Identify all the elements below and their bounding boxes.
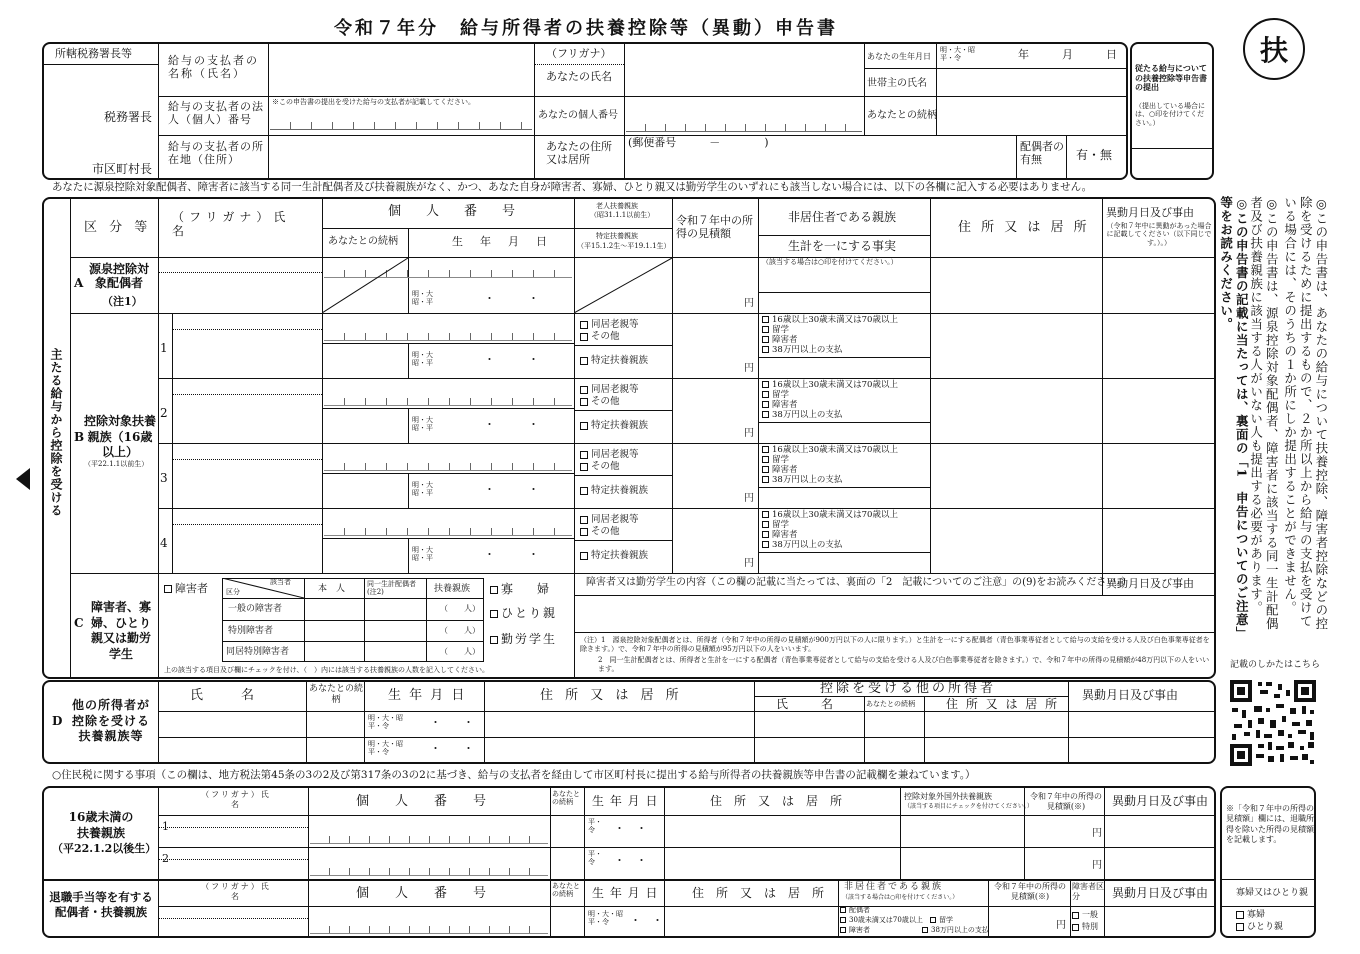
b-row-dots: ・ ・: [484, 483, 539, 496]
b-row-nr4[interactable]: 38万円以上の支払: [762, 345, 842, 355]
col-birth: 生 年 月 日: [452, 235, 550, 248]
resident-note: ※「令和７年中の所得の見積額」欄には、退職所得を除いた所得の見積額を記載します。: [1226, 804, 1314, 845]
retire-yen: 円: [1056, 920, 1066, 931]
b-row-nr3[interactable]: 障害者: [762, 530, 798, 540]
retire-birth: 生 年 月 日: [592, 886, 659, 900]
col-relation: あなたとの続柄: [328, 236, 398, 247]
b-row-personal-number[interactable]: [324, 398, 572, 406]
row-a-dots: ・ ・: [484, 292, 539, 305]
b-row-yen: 円: [744, 428, 754, 439]
col-elderly: 老人扶養親族: [596, 202, 638, 210]
c-single-check[interactable]: ひとり親: [490, 606, 557, 620]
retire-nr-pay[interactable]: 38万円以上の支払: [922, 926, 989, 934]
b-row-nr2[interactable]: 留学: [762, 325, 789, 335]
b-row-nr4[interactable]: 38万円以上の支払: [762, 475, 842, 485]
b-row-nr1[interactable]: 16歳以上30歳未満又は70歳以上: [762, 380, 898, 390]
b-row-yen: 円: [744, 363, 754, 374]
col-specific-sub: （平15.1.2生～平19.1.1生）: [577, 242, 671, 250]
u16-dots-2: ・ ・: [614, 854, 647, 867]
b-row-nr2[interactable]: 留学: [762, 390, 789, 400]
c-content-label: 障害者又は勤労学生の内容（この欄の記載に当たっては、裏面の「2 記載についてのご注意」の(9)をお読みください。）: [586, 577, 1132, 588]
u16-furigana: （フリガナ）氏 名: [201, 790, 291, 809]
b-row-specific[interactable]: 特定扶養親族: [580, 550, 648, 561]
single-check[interactable]: ひとり親: [1236, 922, 1283, 933]
u16-dots-1: ・ ・: [614, 822, 647, 835]
col-number: 個 人 番 号: [388, 204, 522, 219]
row-a-check-note: （該当する場合は○印を付けてください。）: [762, 258, 898, 266]
row-a-slash-2: [574, 258, 672, 313]
widow-single-label: 寡婦又はひとり親: [1236, 888, 1309, 898]
col-same-household: 生計を一にする事実: [788, 239, 897, 253]
your-name-label: あなたの氏名: [546, 70, 612, 83]
b-row-nr2[interactable]: 留学: [762, 455, 789, 465]
tax-office-head: 所轄税務署長等: [55, 47, 132, 60]
city-office-label: 市区町村長: [92, 162, 153, 176]
row-b-note: （平22.1.1以前生）: [84, 460, 149, 468]
d-era-2: 明・大・昭平・令: [368, 740, 403, 757]
c-change-label: 異動月日及び事由: [1106, 577, 1194, 590]
payer-number-label: 給与の支払者の法人（個人）番号: [168, 100, 264, 127]
u16-row-1: 1: [162, 820, 169, 833]
birthdate-ymd[interactable]: 年 月 日: [1018, 48, 1117, 61]
retire-special[interactable]: 特別: [1072, 922, 1098, 932]
u16-row-2: 2: [162, 852, 169, 865]
row-c-letter: C: [74, 616, 84, 630]
col-name: （フリガナ）氏 名: [172, 210, 325, 239]
b-row-nr1[interactable]: 16歳以上30歳未満又は70歳以上: [762, 445, 898, 455]
retire-income: 令和７年中の所得の見積額(※): [994, 882, 1066, 901]
c-general: 一般の障害者: [228, 604, 283, 614]
b-row-cohabit[interactable]: 同居老親等: [580, 449, 639, 460]
u16-number-2[interactable]: [310, 868, 548, 876]
widow-check[interactable]: 寡婦: [1236, 910, 1265, 921]
postal-label[interactable]: (郵便番号 － ): [628, 136, 769, 149]
main-note-1: （注）1 源泉控除対象配偶者とは、所得者（令和７年中の所得の見積額が900万円以下の人に限ります。）と生計を一にする配偶者（青色事業専従者として給与の支給を受ける人及び白色事業専従者を除きます。）で、令和７年中の所得の見積額が95万円以下の人をいいます。: [580, 636, 1210, 654]
main-note-2: 2 同一生計配偶者とは、所得者と生計を一にする配偶者（青色事業専従者として給与の支給を受ける人及び白色事業専従者を除きます。）で、令和７年中の所得の見積額が48万円以下の人をいいます。: [598, 656, 1210, 674]
householder-label: 世帯主の氏名: [867, 78, 927, 89]
tax-office-label: 税務署長: [104, 110, 153, 124]
retire-nonres: 非居住者である親族: [844, 882, 944, 892]
form-badge: 扶: [1243, 18, 1305, 80]
retire-number: 個 人 番 号: [356, 886, 487, 901]
b-row-nr3[interactable]: 障害者: [762, 335, 798, 345]
main-side-label: 主たる給与から控除を受ける: [49, 348, 63, 517]
retire-nonres-note: （該当する場合は○印を付けてください。）: [842, 894, 959, 901]
b-row-specific[interactable]: 特定扶養親族: [580, 485, 648, 496]
col-change: 異動月日及び事由: [1106, 206, 1194, 219]
u16-yen-2: 円: [1092, 860, 1102, 871]
b-row-nr4[interactable]: 38万円以上の支払: [762, 540, 842, 550]
notice-text: あなたに源泉控除対象配偶者、障害者に該当する同一生計配偶者及び扶養親族がなく、かつ、あなた自身が障害者、寡婦、ひとり親又は勤労学生のいずれにも該当しない場合には、以下の各欄に記入する必要はありません。: [52, 181, 1092, 193]
c-cohabit-special: 同居特別障害者: [226, 647, 290, 657]
b-row-nr3[interactable]: 障害者: [762, 400, 798, 410]
c-person-1[interactable]: （ 人）: [440, 604, 480, 613]
col-specific: 特定扶養親族: [596, 232, 638, 240]
side-note-3: ◎この申告書の記載に当たっては、裏面の「1 申告についてのご注意」等をお読みください。: [1218, 196, 1250, 634]
relation-label: あなたとの続柄: [867, 110, 937, 121]
col-income: 令和７年中の所得の見積額: [676, 214, 753, 241]
b-row-cohabit[interactable]: 同居老親等: [580, 384, 639, 395]
howto-label: 記載のしかたはこちら: [1230, 660, 1321, 670]
side-note-2: ◎この申告書は、源泉控除対象配偶者、障害者に該当する同一生計配偶者及び扶養親族に該当する人がいない人も提出する必要があります。: [1248, 196, 1280, 631]
c-person-3[interactable]: （ 人）: [440, 647, 480, 656]
row-a-era: 明・大昭・平: [412, 290, 433, 307]
side-note-1: ◎この申告書は、あなたの給与について扶養控除、障害者控除などの控除を受けるために提出するもので、２か所以上から給与の支払を受けている場合には、そのうちの１か所にしか提出することができません。: [1282, 196, 1329, 631]
u16-note: （平22.1.2以後生）: [52, 842, 157, 855]
retire-relation: あなたとの続柄: [552, 882, 580, 899]
qr-code[interactable]: [1230, 680, 1316, 766]
d-change: 異動月日及び事由: [1082, 688, 1179, 702]
left-arrow-icon: [16, 468, 30, 490]
row-a-label: 源泉控除対象配偶者: [88, 262, 149, 291]
b-row-personal-number[interactable]: [324, 528, 572, 536]
retire-nr-age[interactable]: 30歳未満又は70歳以上: [840, 916, 923, 924]
d-name: 氏 名: [190, 688, 259, 703]
d-relation: あなたとの続柄: [309, 684, 364, 705]
b-row-other[interactable]: その他: [580, 461, 620, 472]
b-row-era: 明・大昭・平: [412, 546, 433, 563]
col-nonresident: 非居住者である親族: [788, 210, 897, 224]
row-a-slash: [322, 258, 574, 313]
d-era-1: 明・大・昭平・令: [368, 714, 403, 731]
c-cat: 区分: [226, 588, 240, 596]
col-address: 住 所 又 は 居 所: [958, 220, 1090, 235]
b-row-era: 明・大昭・平: [412, 481, 433, 498]
retire-general[interactable]: 一般: [1072, 910, 1098, 920]
b-row-cohabit[interactable]: 同居老親等: [580, 319, 639, 330]
c-disabled-check[interactable]: 障害者: [164, 582, 208, 595]
b-row-nr1[interactable]: 16歳以上30歳未満又は70歳以上: [762, 510, 898, 520]
col-change-note: （令和７年中に異動があった場合に記載してください（以下同じです。）。）: [1106, 222, 1212, 247]
u16-number-1[interactable]: [310, 836, 548, 844]
u16-era-2: 平・令: [588, 850, 602, 867]
b-row-personal-number[interactable]: [324, 463, 572, 471]
u16-address: 住 所 又 は 居 所: [710, 794, 843, 808]
c-special: 特別障害者: [228, 626, 274, 636]
row-a-letter: A: [74, 276, 84, 290]
b-row-era: 明・大昭・平: [412, 416, 433, 433]
retire-dots: ・ ・: [630, 914, 663, 927]
retire-label: 退職手当等を有する配偶者・扶養親族: [49, 890, 153, 919]
form-title: 令和７年分 給与所得者の扶養控除等（異動）申告書: [334, 18, 838, 39]
u16-number: 個 人 番 号: [356, 794, 487, 809]
b-row-dots: ・ ・: [484, 353, 539, 366]
c-dependents: 扶養親族: [434, 584, 471, 594]
retire-nr-spouse[interactable]: 配偶者: [840, 906, 870, 914]
col-elderly-sub: （昭31.1.1以前生）: [590, 211, 655, 219]
d-other-name: 氏 名: [776, 697, 837, 711]
u16-abroad-note: （該当する項目にチェックを付けてください。）: [904, 803, 1033, 810]
retire-era: 明・大・昭平・令: [588, 910, 623, 927]
retire-cat: 障害者区分: [1072, 882, 1104, 901]
row-b-label: 控除対象扶養親族（16歳以上）: [84, 414, 157, 460]
u16-change: 異動月日及び事由: [1112, 794, 1209, 808]
u16-abroad: 控除対象外国外扶養親族: [904, 792, 992, 801]
retire-nr-study[interactable]: 留学: [930, 916, 953, 924]
row-c-label: 障害者、寡婦、ひとり親又は勤労学生: [90, 600, 151, 661]
row-b-letter: B: [74, 430, 85, 444]
b-row-nr3[interactable]: 障害者: [762, 465, 798, 475]
your-address-label: あなたの住所又は居所: [546, 140, 612, 167]
d-dots-1: ・ ・: [430, 716, 474, 729]
b-row-specific[interactable]: 特定扶養親族: [580, 355, 648, 366]
retire-nr-dis[interactable]: 障害者: [840, 926, 870, 934]
c-self: 本 人: [318, 584, 346, 594]
b-row-yen: 円: [744, 493, 754, 504]
payer-number-field[interactable]: [270, 122, 532, 130]
b-row-dots: ・ ・: [484, 548, 539, 561]
b-row-specific[interactable]: 特定扶養親族: [580, 420, 648, 431]
retire-address: 住 所 又 は 居 所: [692, 886, 825, 900]
b-row-yen: 円: [744, 558, 754, 569]
payer-address-label: 給与の支払者の所在地（住所）: [168, 140, 264, 167]
furigana-label: （フリガナ）: [546, 47, 612, 60]
d-label: 他の所得者が控除を受ける扶養親族等: [71, 698, 150, 744]
payer-name-label: 給与の支払者の名称（氏名）: [168, 54, 259, 81]
u16-yen-1: 円: [1092, 828, 1102, 839]
spouse-yes-no[interactable]: 有・無: [1076, 148, 1113, 162]
b-row-number: 2: [160, 406, 168, 420]
spouse-flag-label: 配偶者の有無: [1020, 140, 1064, 167]
d-other-address: 住 所 又 は 居 所: [946, 697, 1060, 711]
col-category: 区 分 等: [84, 220, 152, 235]
b-row-dots: ・ ・: [484, 418, 539, 431]
c-spouse: 同一生計配偶者(注2): [367, 580, 416, 597]
b-row-number: 4: [160, 536, 168, 550]
b-row-other[interactable]: その他: [580, 331, 620, 342]
c-widow-check[interactable]: 寡 婦: [490, 582, 549, 596]
b-row-nr2[interactable]: 留学: [762, 520, 789, 530]
secondary-label: 従たる給与についての扶養控除等申告書の提出: [1135, 63, 1207, 93]
d-dots-2: ・ ・: [430, 742, 474, 755]
b-row-other[interactable]: その他: [580, 526, 620, 537]
u16-income: 令和７年中の所得の見積額(※): [1030, 792, 1102, 811]
u16-relation: あなたとの続柄: [552, 790, 580, 807]
c-student-check[interactable]: 勤労学生: [490, 632, 557, 646]
retire-change: 異動月日及び事由: [1112, 886, 1209, 900]
era-label: 明・大・昭平・令: [940, 46, 975, 63]
d-birth: 生 年 月 日: [388, 688, 467, 703]
b-row-other[interactable]: その他: [580, 396, 620, 407]
u16-birth: 生 年 月 日: [592, 794, 659, 808]
b-row-personal-number[interactable]: [324, 333, 572, 341]
d-other: 控除を受ける他の所得者: [820, 681, 997, 696]
b-row-nr1[interactable]: 16歳以上30歳未満又は70歳以上: [762, 315, 898, 325]
payer-number-note: ※この申告書の提出を受けた給与の支払者が記載してください。: [272, 98, 475, 106]
d-other-relation: あなたとの続柄: [866, 700, 915, 708]
b-row-number: 1: [160, 341, 168, 355]
u16-era-1: 平・令: [588, 818, 602, 835]
c-applicable: 該当者: [270, 578, 291, 586]
c-check-note: 上の該当する項目及び欄にチェックを付け、（ ）内には該当する扶養親族の人数を記入してください。: [164, 666, 490, 674]
b-row-nr4[interactable]: 38万円以上の支払: [762, 410, 842, 420]
your-number-label: あなたの個人番号: [538, 110, 618, 121]
retire-furigana: （フリガナ）氏 名: [201, 882, 291, 901]
resident-heading: ○住民税に関する事項（この欄は、地方税法第45条の3の2及び第317条の3の2に基づき、給与の支払者を経由して市区町村長に提出する給与所得者の扶養親族等申告書の記載欄を兼ねています。）: [52, 769, 976, 781]
row-a-yen: 円: [744, 298, 754, 309]
row-a-note: （注1）: [102, 295, 143, 308]
b-row-era: 明・大昭・平: [412, 351, 433, 368]
your-number-field[interactable]: [626, 124, 862, 132]
b-row-number: 3: [160, 471, 168, 485]
d-letter: D: [52, 714, 63, 728]
c-person-2[interactable]: （ 人）: [440, 626, 480, 635]
b-row-cohabit[interactable]: 同居老親等: [580, 514, 639, 525]
u16-label: 16歳未満の扶養親族: [68, 810, 134, 840]
retire-number-field[interactable]: [310, 926, 548, 934]
secondary-note: （提出している場合には、○印を付けてください。）: [1135, 102, 1205, 127]
d-address: 住 所 又 は 居 所: [540, 688, 683, 703]
birthdate-label: あなたの生年月日: [867, 52, 931, 61]
